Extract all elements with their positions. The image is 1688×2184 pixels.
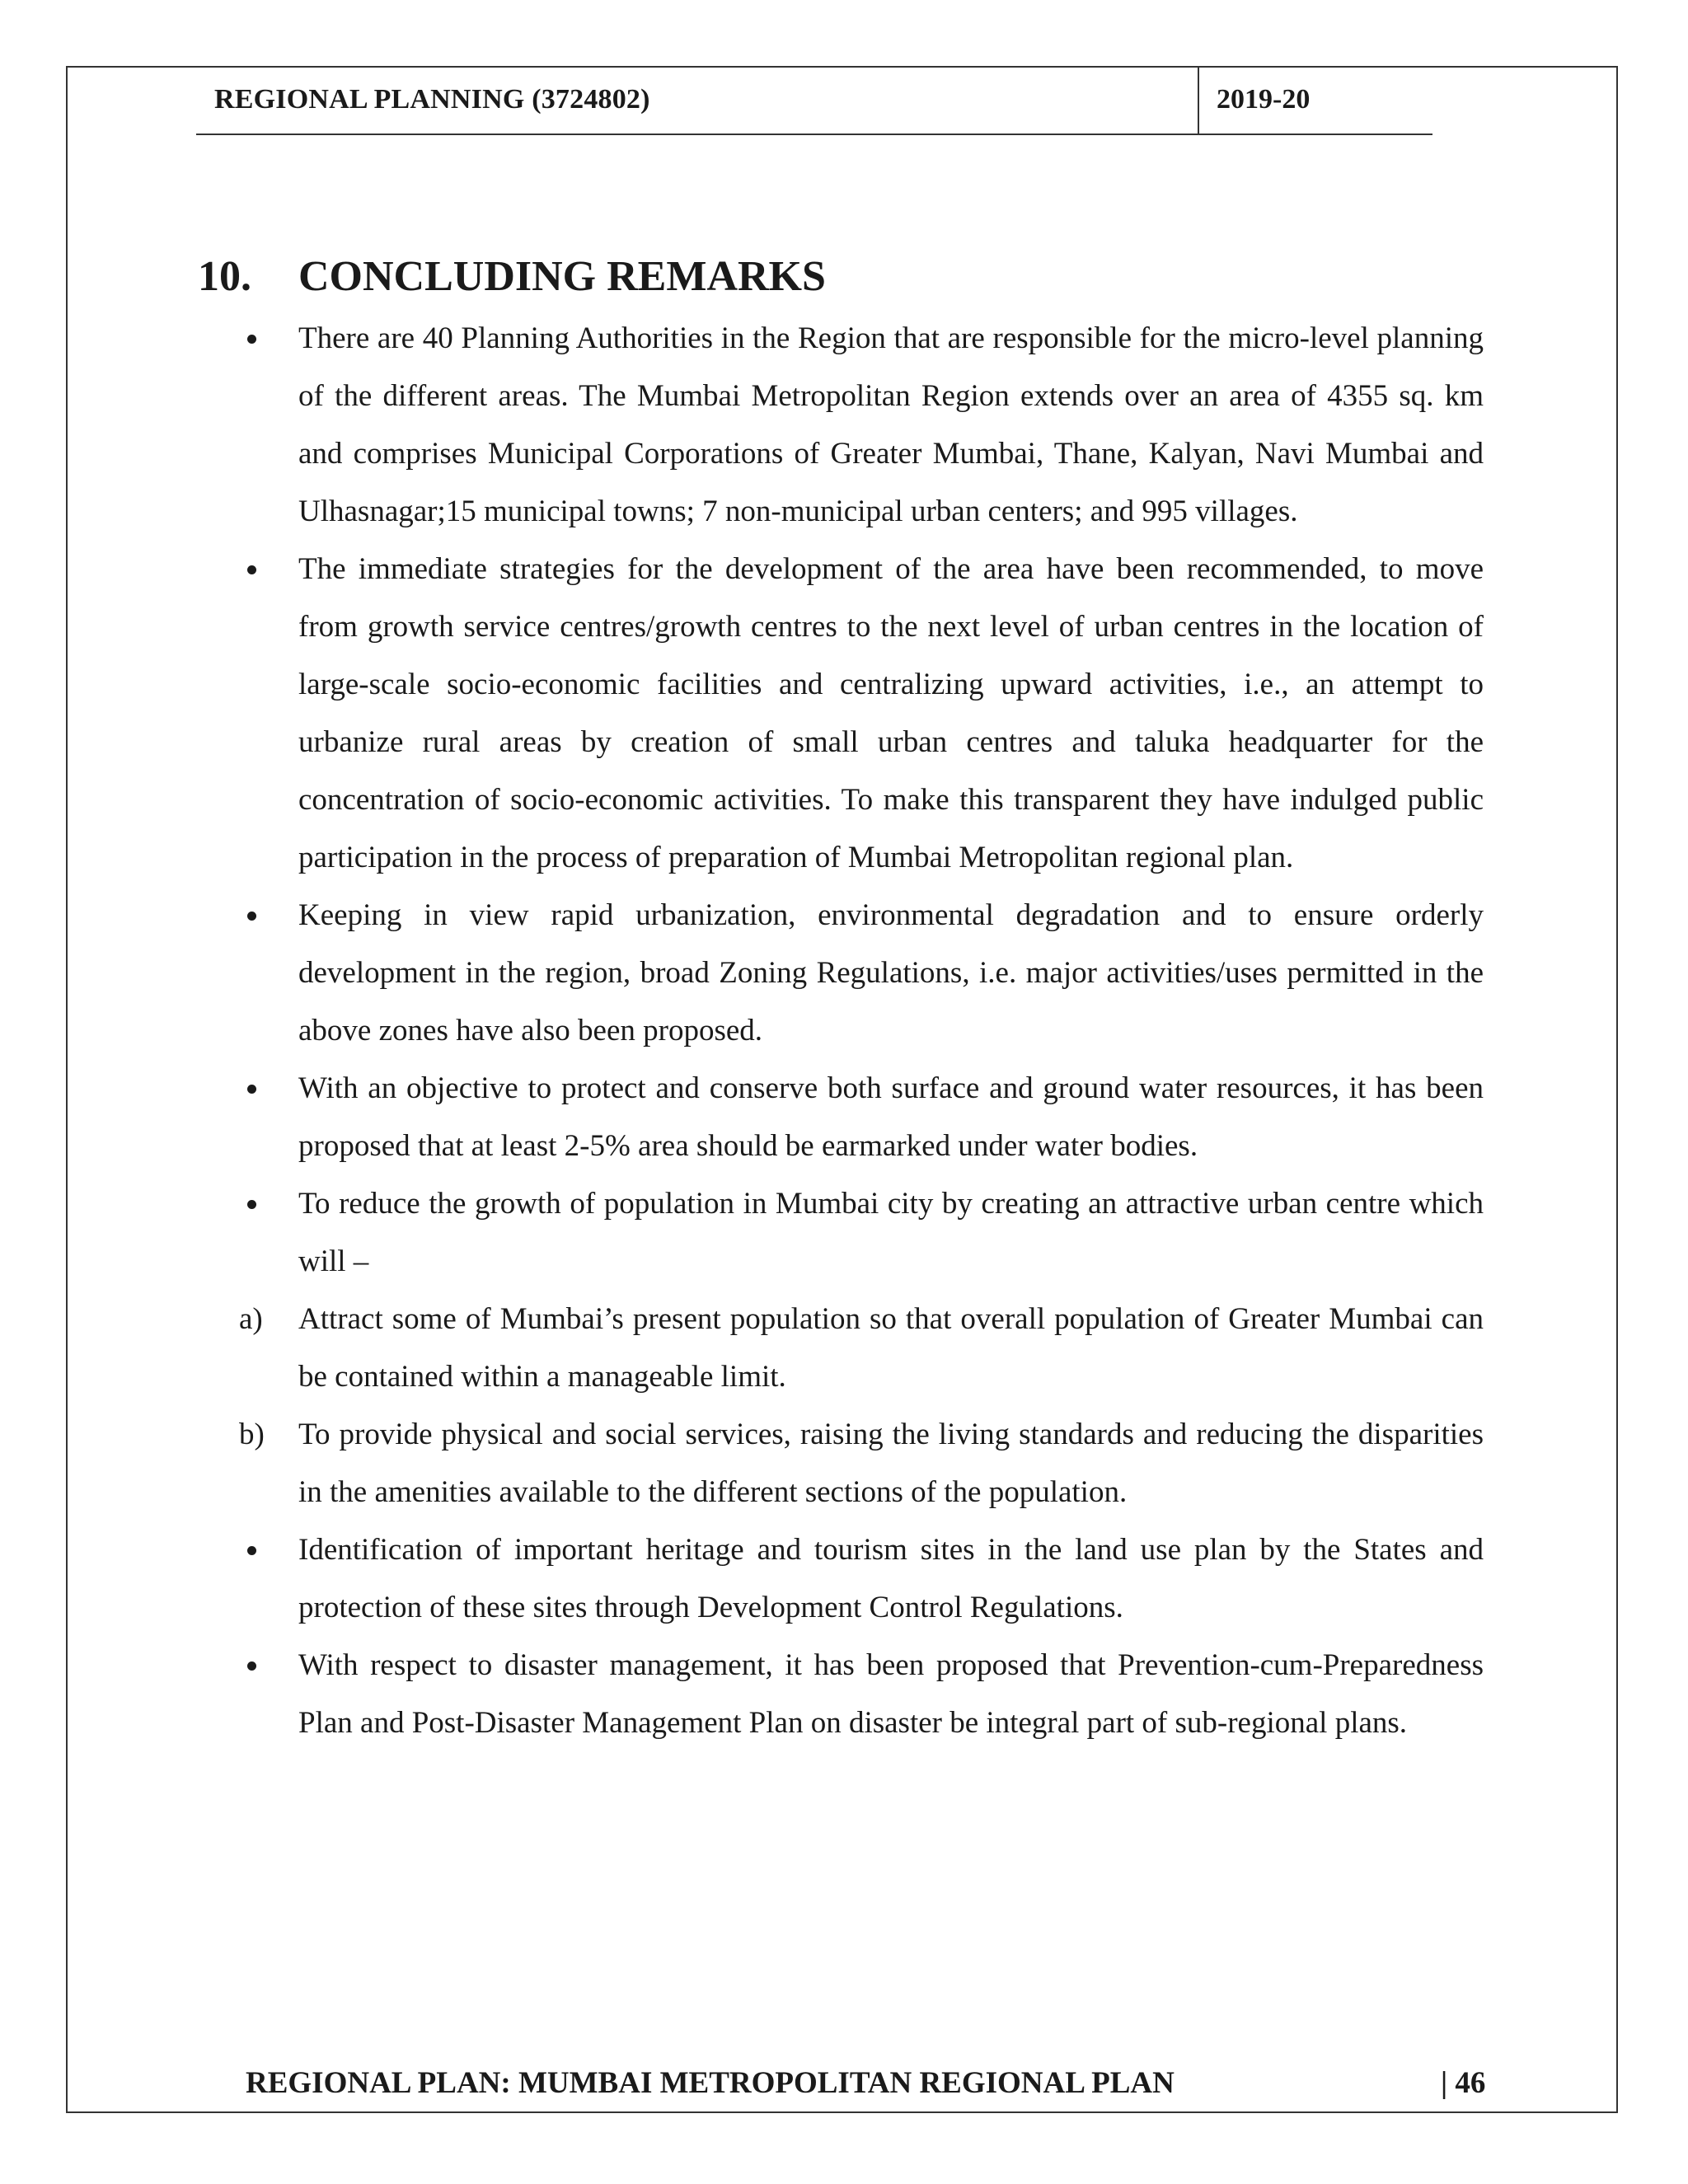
list-item — [239, 1637, 1484, 1752]
list-item-text: To reduce the growth of population in Mumbai city by creating an attractive urban centre which will – — [298, 1187, 1484, 1278]
list-marker: a) — [239, 1302, 263, 1336]
list-item — [239, 1521, 1484, 1637]
list-item-text: There are 40 Planning Authorities in the Region that are responsible for the micro-level planning of the different areas. The Mumbai Metropolitan Region extends over an area of 4355 sq. km and comprises Municipal Corporations of Greater Mumbai, Thane, Kalyan, Navi Mumbai and Ulhasnagar;15 municipal towns; 7 non-municipal urban centers; and 995 villages. — [298, 321, 1484, 528]
header-title: REGIONAL PLANNING (3724802) — [214, 84, 650, 115]
list-item — [239, 1175, 1484, 1291]
page-number: | 46 — [1441, 2066, 1486, 2100]
header-year: 2019-20 — [1217, 84, 1311, 115]
section-number: 10. — [198, 253, 251, 300]
header-divider — [1198, 66, 1199, 135]
list-item — [239, 541, 1484, 887]
list-item-text: To provide physical and social services, raising the living standards and reducing the disparities in the amenities available to the different sections of the population. — [298, 1418, 1484, 1509]
list-item-text: Keeping in view rapid urbanization, environmental degradation and to ensure orderly development in the region, broad Zoning Regulations, i.e. major activities/uses permitted in the above zones have also been proposed. — [298, 898, 1484, 1047]
list-item — [239, 1060, 1484, 1175]
remarks-list — [239, 310, 1484, 1752]
list-item-text: Attract some of Mumbai’s present population so that overall population of Greater Mumbai can be contained within a manageable limit. — [298, 1302, 1484, 1394]
list-item-text: Identification of important heritage and tourism sites in the land use plan by the States and protection of these sites through Development Control Regulations. — [298, 1533, 1484, 1624]
section-title: CONCLUDING REMARKS — [298, 253, 826, 300]
list-item-text: The immediate strategies for the development of the area have been recommended, to move from growth service centres/growth centres to the next level of urban centres in the location of large-scale socio-economic facilities and centralizing upward activities, i.e., an attempt to urbanize rural areas by creation of small urban centres and taluka headquarter for the concentration of socio-economic activities. To make this transparent they have indulged public participation in the process of preparation of Mumbai Metropolitan regional plan. — [298, 552, 1484, 874]
list-item — [239, 887, 1484, 1060]
sub-list-item — [239, 1291, 1484, 1406]
list-item-text: With respect to disaster management, it has been proposed that Prevention-cum-Preparedness Plan and Post-Disaster Management Plan on disaster be integral part of sub-regional plans. — [298, 1648, 1484, 1740]
list-item-text: With an objective to protect and conserve both surface and ground water resources, it has been proposed that at least 2-5% area should be earmarked under water bodies. — [298, 1071, 1484, 1163]
page-header — [196, 66, 1432, 135]
sub-list-item — [239, 1406, 1484, 1521]
footer-title: REGIONAL PLAN: MUMBAI METROPOLITAN REGIONAL PLAN — [246, 2066, 1175, 2100]
list-item — [239, 310, 1484, 541]
section-heading — [198, 252, 826, 301]
list-marker: b) — [239, 1418, 265, 1451]
